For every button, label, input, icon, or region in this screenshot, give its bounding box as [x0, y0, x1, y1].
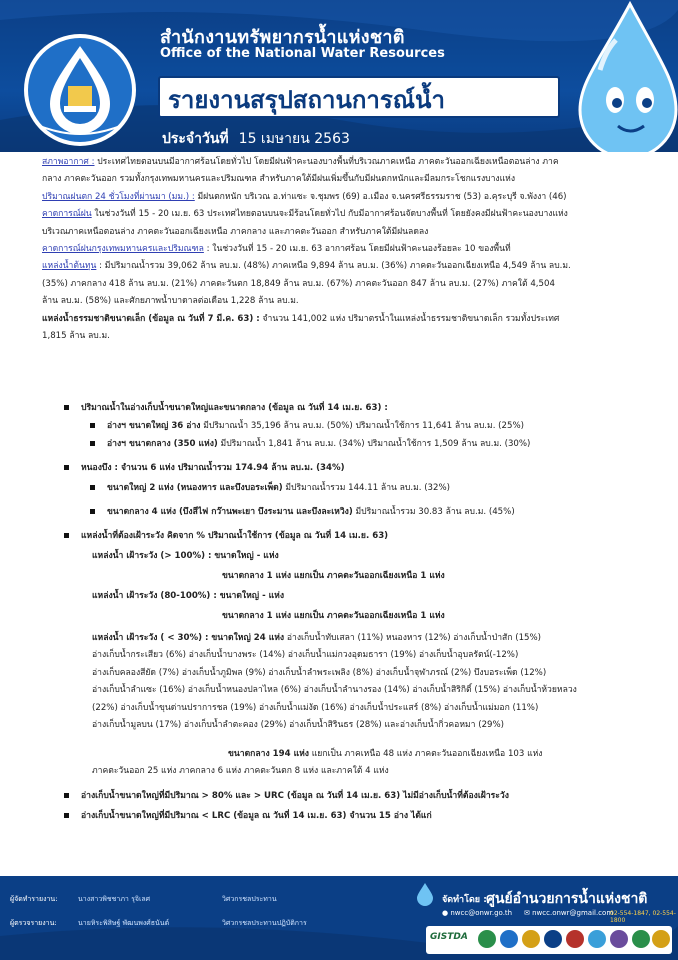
date-label: ประจำวันที่ [162, 131, 229, 147]
watch-medium-line2: ภาคตะวันออก 25 แห่ง ภาคกลาง 6 แห่ง ภาคตะวันตก 8 แห่ง และภาคใต้ 4 แห่ง [92, 766, 389, 777]
forecast-label: คาดการณ์ฝน [42, 209, 92, 220]
partner-logo-icon [544, 930, 562, 948]
bullet-square-icon [90, 423, 95, 428]
reservoir-large-text: มีปริมาณน้ำ 35,196 ล้าน ลบ.ม. (50%) ปริมาณน้ำใช้การ 11,641 ล้าน ลบ.ม. (25%) [200, 421, 524, 431]
author-role: วิศวกรชลประทาน [222, 895, 277, 903]
rain-label: ปริมาณฝนตก 24 ชั่วโมงที่ผ่านมา (มม.) : [42, 191, 195, 202]
surface-water-label: แหล่งน้ำต้นทุน [42, 261, 97, 272]
bkk-forecast-text: : ในช่วงวันที่ 15 - 20 เม.ย. 63 อากาศร้อน โดยมีฝนฟ้าคะนองร้อยละ 10 ของพื้นที่ [203, 244, 511, 255]
partner-logo-icon [588, 930, 606, 948]
weather-label: สภาพอากาศ : [42, 157, 95, 167]
web-contact[interactable] [442, 909, 512, 917]
partner-logo-icon [632, 930, 650, 948]
watch-under-30-text: อ่างเก็บน้ำทับเสลา (11%) หนองหาร (12%) อ่างเก็บน้ำป่าสัก (15%) [284, 633, 542, 643]
report-header [0, 0, 678, 152]
watch-under-30-line2: อ่างเก็บน้ำกระเสียว (6%) อ่างเก็บน้ำบางพระ (14%) อ่างเก็บน้ำแม่กวงอุดมธารา (19%) อ่างเก็บน้ำอุบลรัตน์(-12%) [92, 650, 519, 661]
surface-water-text-3: ล้าน ลบ.ม. (58%) และศักยภาพน้ำบาดาลต่อเดือน 1,228 ล้าน ลบ.ม. [42, 296, 299, 307]
watch-over-100: แหล่งน้ำ เฝ้าระวัง (> 100%) : ขนาดใหญ่ - แห่ง [92, 551, 279, 561]
bullet-square-icon [90, 441, 95, 446]
urc-item [64, 788, 509, 805]
bullet-square-icon [64, 465, 69, 470]
surface-water-text-2: (35%) ภาคกลาง 418 ล้าน ลบ.ม. (21%) ภาคตะวันตก 18,849 ล้าน ลบ.ม. (67%) ภาคตะวันออก 847 ล้าน ลบ.ม. (27%) ภาคใต้ 4,504 [42, 278, 555, 289]
report-footer [0, 876, 678, 960]
checker-label: ผู้ตรวจรายงาน: [10, 919, 57, 927]
small-water-text-2: 1,815 ล้าน ลบ.ม. [42, 331, 110, 342]
bullet-square-icon [64, 533, 69, 538]
swamp-medium-item [90, 504, 515, 521]
watch-80-100: แหล่งน้ำ เฝ้าระวัง (80-100%) : ขนาดใหญ่ - แห่ง [92, 591, 285, 601]
org-name-english: Office of the National Water Resources [160, 46, 445, 61]
watch-medium-label: ขนาดกลาง 194 แห่ง [228, 749, 309, 759]
swamp-medium-text: มีปริมาณน้ำรวม 30.83 ล้าน ลบ.ม. (45%) [352, 507, 515, 517]
report-title: รายงานสรุปสถานการณ์น้ำ [168, 86, 445, 114]
partner-logo-icon [478, 930, 496, 948]
lrc-item [64, 808, 432, 825]
reservoir-medium-item [90, 436, 530, 453]
reservoir-large-label: อ่างฯ ขนาดใหญ่ 36 อ่าง [107, 421, 201, 431]
small-water-label: แหล่งน้ำธรรมชาติขนาดเล็ก (ข้อมูล ณ วันที่ 7 มี.ค. 63) : [42, 313, 260, 324]
bullet-square-icon [64, 405, 69, 410]
reservoir-medium-label: อ่างฯ ขนาดกลาง (350 แห่ง) [107, 439, 218, 449]
phone-numbers[interactable]: 02-554-1847, 02-554-1800 [610, 910, 676, 924]
urc-text: อ่างเก็บน้ำขนาดใหญ่ที่มีปริมาณ > 80% และ > URC (ข้อมูล ณ วันที่ 14 เม.ย. 63) ไม่มีอ่างเก็บน้ำที่ต้องเฝ้าระวัง [81, 791, 509, 801]
watch-heading-text: แหล่งน้ำที่ต้องเฝ้าระวัง คิดจาก % ปริมาณน้ำใช้การ (ข้อมูล ณ วันที่ 14 เม.ย. 63) [81, 531, 389, 541]
watch-medium-194 [92, 746, 658, 781]
watch-under-30 [92, 630, 658, 734]
bkk-forecast-label: คาดการณ์ฝนกรุงเทพมหานครและปริมณฑล [42, 244, 204, 255]
bullet-square-icon [90, 509, 95, 514]
report-body [0, 154, 678, 876]
lrc-text: อ่างเก็บน้ำขนาดใหญ่ที่มีปริมาณ < LRC (ข้อมูล ณ วันที่ 14 เม.ย. 63) จำนวน 15 อ่าง ได้แก่ [81, 811, 432, 821]
watch-under-30-line3: อ่างเก็บคลองสียัด (7%) อ่างเก็บน้ำภูมิพล (9%) อ่างเก็บน้ำลำพระเพลิง (8%) อ่างเก็บน้ำจุฬาภรณ์ (2%) บึงบอระเพ็ด (12%) [92, 667, 547, 678]
partner-logo-icon [566, 930, 584, 948]
weather-text-2: กลาง ภาคตะวันออก รวมทั้งกรุงเทพมหานครและปริมณฑล สำหรับภาคใต้มีฝนเพิ่มขึ้นกับมีฝนตกหนักและมีลมกระโชกแรงบางแห่ง [42, 174, 516, 185]
drop-logo-icon [414, 882, 436, 906]
checker-role: วิศวกรชลประทานปฏิบัติการ [222, 919, 307, 927]
checker-name: นายหิระพิสิษฐ์ พัฒนพงศ์ธนันต์ [78, 919, 170, 927]
weather-text: ประเทศไทยตอนบนมีอากาศร้อนโดยทั่วไป โดยมีฝนฟ้าคะนองบางพื้นที่บริเวณภาคเหนือ ภาคตะวันออกเฉียงเหนือตอนล่าง ภาค [94, 157, 559, 167]
watch-under-30-line5: (22%) อ่างเก็บน้ำขุนด่านปราการชล (19%) อ่างเก็บน้ำแม่งัด (16%) อ่างเก็บน้ำประแสร์ (8%) อ่างเก็บน้ำแม่มอก (11%) [92, 702, 539, 713]
org-name-thai: สำนักงานทรัพยากรน้ำแห่งชาติ [160, 27, 405, 48]
made-by-value: ศูนย์อำนวยการน้ำแห่งชาติ [486, 891, 648, 907]
watch-over-100-medium: ขนาดกลาง 1 แห่ง แยกเป็น ภาคตะวันออกเฉียงเหนือ 1 แห่ง [222, 571, 445, 581]
surface-water-text: : มีปริมาณน้ำรวม 39,062 ล้าน ลบ.ม. (48%) ภาคเหนือ 9,894 ล้าน ลบ.ม. (36%) ภาคตะวันออกเฉียงเหนือ 4,549 ล้าน ลบ.ม. [96, 261, 571, 272]
reservoir-medium-text: มีปริมาณน้ำ 1,841 ล้าน ลบ.ม. (34%) ปริมาณน้ำใช้การ 1,509 ล้าน ลบ.ม. (30%) [217, 439, 531, 449]
partner-logo-icon [522, 930, 540, 948]
small-water-text: จำนวน 141,002 แห่ง ปริมาตรน้ำในแหล่งน้ำธรรมชาติขนาดเล็ก รวมทั้งประเทศ [259, 313, 560, 324]
forecast-text: ในช่วงวันที่ 15 - 20 เม.ย. 63 ประเทศไทยตอนบนจะมีร้อนโดยทั่วไป กับมีอากาศร้อนจัดบางพื้นที่ โดยยังคงมีฝนฟ้าคะนองบางแห่ง [91, 209, 568, 220]
watch-under-30-line4: อ่างเก็บน้ำลำแซะ (16%) อ่างเก็บน้ำหนองปลาไหล (6%) อ่างเก็บน้ำลำนางรอง (14%) อ่างเก็บน้ำสิริกิติ์ (15%) อ่างเก็บน้ำห้วยหลวง [92, 685, 577, 696]
bullet-square-icon [64, 813, 69, 818]
partner-logo-icon [610, 930, 628, 948]
swamp-medium-label: ขนาดกลาง 4 แห่ง (บึงสีไฟ กว๊านพะเยา บึงระมาน และบึงละเหวิง) [107, 507, 353, 517]
swamp-large-item [90, 480, 450, 497]
date-value: 15 เมษายน 2563 [238, 131, 350, 147]
email-contact[interactable] [524, 909, 613, 917]
globe-icon: ● [442, 909, 449, 917]
author-name: นางสาวพิชชาภา รุจิเลศ [78, 895, 151, 903]
bullet-square-icon [64, 793, 69, 798]
reservoir-heading [64, 400, 388, 417]
web-address[interactable]: nwcc@onwr.go.th [450, 909, 513, 917]
email-address[interactable]: nwcc.onwr@gmail.com [532, 909, 614, 917]
swamp-heading [64, 460, 345, 477]
partner-logo-icon [500, 930, 518, 948]
made-by-label: จัดทำโดย : [442, 895, 487, 905]
swamp-heading-text: หนองบึง : จำนวน 6 แห่ง ปริมาณน้ำรวม 174.94 ล้าน ลบ.ม. (34%) [81, 463, 345, 473]
watch-medium-text: แยกเป็น ภาคเหนือ 48 แห่ง ภาคตะวันออกเฉียงเหนือ 103 แห่ง [308, 749, 543, 759]
partner-logo-icon [652, 930, 670, 948]
phone-contact[interactable] [610, 910, 678, 924]
swamp-large-text: มีปริมาณน้ำรวม 144.11 ล้าน ลบ.ม. (32%) [282, 483, 451, 493]
watch-under-30-label: แหล่งน้ำ เฝ้าระวัง ( < 30%) : ขนาดใหญ่ 24 แห่ง [92, 633, 285, 643]
swamp-large-label: ขนาดใหญ่ 2 แห่ง (หนองหาร และบึงบอระเพ็ด) [107, 483, 283, 493]
reservoir-large-item [90, 418, 524, 435]
mail-icon: ✉ [524, 909, 530, 917]
reservoir-heading-text: ปริมาณน้ำในอ่างเก็บน้ำขนาดใหญ่และขนาดกลาง (ข้อมูล ณ วันที่ 14 เม.ย. 63) : [81, 403, 388, 413]
author-label: ผู้จัดทำรายงาน: [10, 895, 58, 903]
forecast-text-2: บริเวณภาคเหนือตอนล่าง ภาคตะวันออกเฉียงเหนือ ภาคกลาง และภาคตะวันออก สำหรับภาคใต้มีฝนลดลง [42, 226, 429, 237]
watch-under-30-line6: อ่างเก็บน้ำมูลบน (17%) อ่างเก็บน้ำลำตะคอง (29%) อ่างเก็บน้ำสิรินธร (28%) และอ่างเก็บน้ำกิ่วคอหมา (29%) [92, 720, 505, 731]
weather-paragraph [42, 154, 654, 345]
watch-heading [64, 528, 388, 545]
bullet-square-icon [90, 485, 95, 490]
report-date [162, 128, 350, 150]
watch-80-100-medium: ขนาดกลาง 1 แห่ง แยกเป็น ภาคตะวันออกเฉียงเหนือ 1 แห่ง [222, 611, 445, 621]
water-drop-mascot-icon [560, 0, 678, 152]
onwr-logo-icon [20, 30, 140, 150]
gistda-logo: GISTDA [430, 932, 468, 942]
rain-text: มีฝนตกหนัก บริเวณ อ.ท่าแซะ จ.ชุมพร (69) อ.เมือง จ.นครศรีธรรมราช (53) อ.คุระบุรี จ.พังงา (46) [194, 191, 567, 202]
